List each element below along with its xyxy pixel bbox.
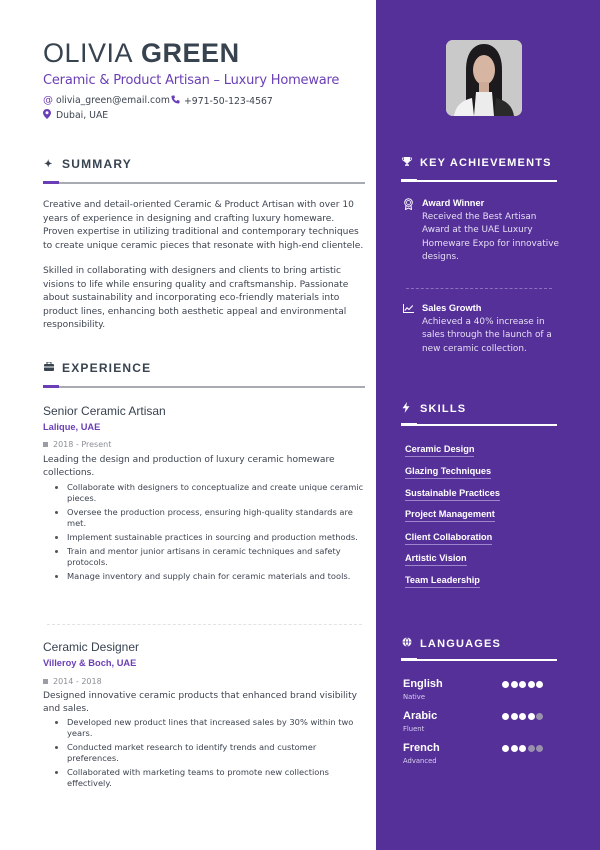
contact-location bbox=[43, 109, 108, 122]
language-rating bbox=[502, 745, 543, 752]
job-dates-text: 2014 - 2018 bbox=[53, 677, 102, 686]
lightning-icon bbox=[402, 402, 420, 416]
experience-divider bbox=[43, 386, 365, 388]
achievements-divider bbox=[401, 180, 557, 182]
job-headline: Ceramic & Product Artisan – Luxury Homeware bbox=[43, 73, 340, 88]
chart-line-icon bbox=[403, 304, 414, 316]
job-separator bbox=[47, 624, 362, 625]
rating-dot-filled bbox=[502, 713, 509, 720]
email-text: olivia_green@email.com bbox=[56, 95, 170, 106]
skill-tag: Glazing Techniques bbox=[405, 466, 491, 479]
rating-dot-filled bbox=[528, 713, 535, 720]
rating-dot-empty bbox=[536, 745, 543, 752]
rating-dot-filled bbox=[519, 745, 526, 752]
job-dates-text: 2018 - Present bbox=[53, 440, 112, 449]
job-dates bbox=[43, 440, 111, 449]
language-rating bbox=[502, 713, 543, 720]
language-rating bbox=[502, 681, 543, 688]
rating-dot-filled bbox=[511, 713, 518, 720]
job-bullet: Implement sustainable practices in sourcing and production methods. bbox=[55, 532, 367, 543]
languages-heading bbox=[402, 637, 501, 650]
rating-dot-filled bbox=[519, 713, 526, 720]
job-bullet: Manage inventory and supply chain for ceramic materials and tools. bbox=[55, 571, 367, 582]
rating-dot-filled bbox=[536, 681, 543, 688]
rating-dot-filled bbox=[511, 681, 518, 688]
job-bullet: Collaborated with marketing teams to promote new collections effectively. bbox=[55, 767, 367, 789]
profile-photo bbox=[446, 40, 522, 116]
skills-divider bbox=[401, 424, 557, 426]
calendar-icon bbox=[43, 442, 48, 447]
last-name: GREEN bbox=[141, 38, 240, 68]
summary-heading bbox=[44, 157, 132, 171]
rating-dot-empty bbox=[536, 713, 543, 720]
phone-icon bbox=[171, 95, 184, 107]
contact-phone[interactable] bbox=[171, 95, 273, 107]
calendar-icon bbox=[43, 679, 48, 684]
job-bullets bbox=[55, 482, 367, 585]
job-bullet: Train and mentor junior artisans in ceramic techniques and safety protocols. bbox=[55, 546, 367, 568]
job-dates bbox=[43, 677, 102, 686]
experience-heading bbox=[44, 361, 151, 375]
achievement-title: Award Winner bbox=[422, 198, 485, 208]
skill-tag: Team Leadership bbox=[405, 575, 480, 588]
achievements-heading bbox=[402, 157, 552, 169]
language-name: English bbox=[403, 678, 443, 690]
language-level: Fluent bbox=[403, 725, 425, 733]
skill-tag: Ceramic Design bbox=[405, 444, 474, 457]
candidate-name bbox=[43, 38, 240, 69]
phone-text: +971-50-123-4567 bbox=[184, 95, 273, 107]
summary-paragraph-1: Creative and detail-oriented Ceramic & Product Artisan with over 10 years of experience in designing and crafting luxury homeware. Proven expertise in utilizing traditional and contemporary techniques to create unique ceramic pieces that resonate with high-end clientele. bbox=[43, 200, 364, 251]
summary-paragraph-2: Skilled in collaborating with designers and clients to bring artistic visions to life while ensuring quality and craftsmanship. Passionate about sustainability and incorporating eco-friendly materials into product lines, enhancing both aesthetic appeal and environmental responsibility. bbox=[43, 266, 349, 331]
first-name: OLIVIA bbox=[43, 38, 134, 68]
achievement-description: Received the Best Artisan Award at the UAE Luxury Homeware Expo for innovative designs. bbox=[422, 212, 559, 263]
language-name: French bbox=[403, 742, 440, 754]
sparkle-icon: ✦ bbox=[44, 158, 54, 170]
job-bullets bbox=[55, 717, 367, 792]
languages-heading-text: LANGUAGES bbox=[420, 637, 502, 650]
rating-dot-filled bbox=[502, 745, 509, 752]
achievement-separator bbox=[406, 288, 552, 289]
language-name: Arabic bbox=[403, 710, 438, 722]
language-level: Native bbox=[403, 693, 426, 701]
job-bullet: Oversee the production process, ensuring high-quality standards are met. bbox=[55, 507, 367, 529]
rating-dot-filled bbox=[528, 681, 535, 688]
contact-email[interactable] bbox=[43, 95, 170, 106]
job-company: Lalique, UAE bbox=[43, 422, 101, 432]
job-bullet: Developed new product lines that increased sales by 30% within two years. bbox=[55, 717, 367, 739]
skill-tag: Artistic Vision bbox=[405, 553, 467, 566]
job-description: Designed innovative ceramic products that enhanced brand visibility and sales. bbox=[43, 691, 358, 714]
map-pin-icon bbox=[43, 109, 56, 122]
skills-heading-text: SKILLS bbox=[420, 403, 467, 415]
summary-heading-text: SUMMARY bbox=[62, 157, 132, 171]
skill-tag: Sustainable Practices bbox=[405, 488, 500, 501]
rating-dot-filled bbox=[511, 745, 518, 752]
job-bullet: Collaborate with designers to conceptualize and create unique ceramic pieces. bbox=[55, 482, 367, 504]
skills-heading bbox=[402, 402, 466, 416]
globe-icon bbox=[402, 637, 420, 650]
job-title: Ceramic Designer bbox=[43, 640, 140, 654]
briefcase-icon bbox=[44, 362, 62, 374]
achievements-heading-text: KEY ACHIEVEMENTS bbox=[420, 157, 552, 169]
skill-tag: Project Management bbox=[405, 509, 495, 522]
at-icon: @ bbox=[43, 95, 53, 106]
summary-divider bbox=[43, 182, 365, 184]
job-bullet: Conducted market research to identify trends and customer preferences. bbox=[55, 742, 367, 764]
trophy-icon bbox=[402, 157, 420, 169]
experience-heading-text: EXPERIENCE bbox=[62, 361, 152, 375]
rating-dot-filled bbox=[519, 681, 526, 688]
location-text: Dubai, UAE bbox=[56, 110, 109, 121]
skill-tag: Client Collaboration bbox=[405, 532, 492, 545]
language-level: Advanced bbox=[403, 757, 437, 765]
job-title: Senior Ceramic Artisan bbox=[43, 404, 166, 418]
award-icon bbox=[403, 198, 414, 213]
job-description: Leading the design and production of luxury ceramic homeware collections. bbox=[43, 455, 335, 478]
achievement-description: Achieved a 40% increase in sales through the launch of a new ceramic collection. bbox=[422, 317, 552, 354]
rating-dot-filled bbox=[502, 681, 509, 688]
achievement-title: Sales Growth bbox=[422, 303, 482, 313]
languages-divider bbox=[401, 659, 557, 661]
job-company: Villeroy & Boch, UAE bbox=[43, 658, 137, 668]
rating-dot-empty bbox=[528, 745, 535, 752]
